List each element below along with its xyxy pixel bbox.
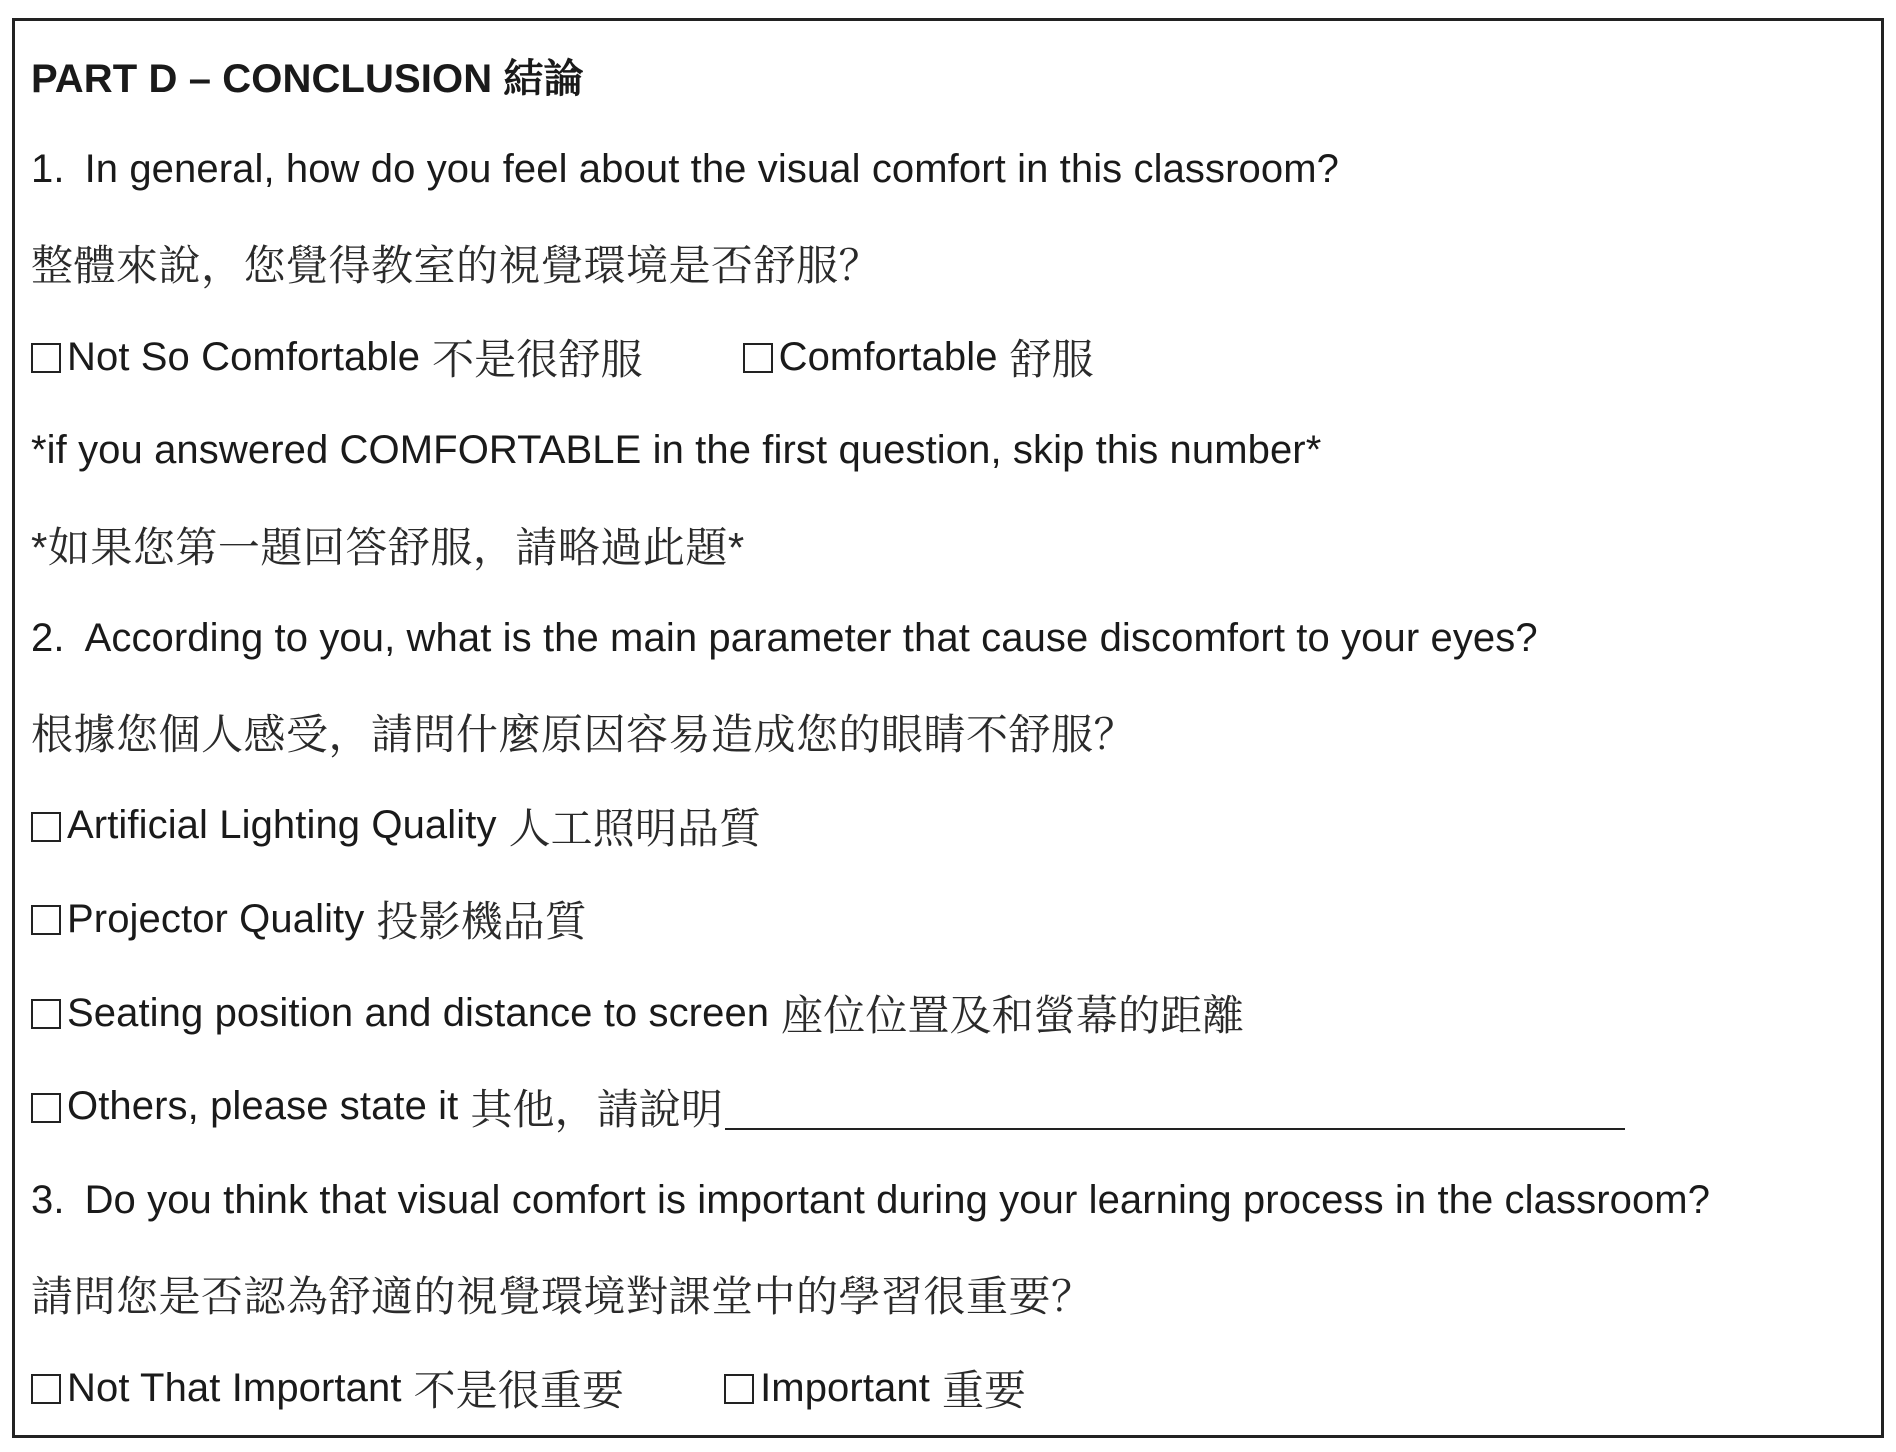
question-3-text-zh: 請問您是否認為舒適的視覺環境對課堂中的學習很重要？ — [31, 1273, 1094, 1321]
question-2-chinese — [31, 685, 1865, 779]
skip-note-chinese — [31, 498, 1865, 592]
option-label-zh: 座位位置及和螢幕的距離 — [781, 992, 1245, 1040]
section-heading-text: PART D – CONCLUSION 結論 — [31, 57, 584, 102]
others-answer-blank[interactable] — [725, 1084, 1625, 1130]
question-1-english — [31, 123, 1865, 217]
option-label: Seating position and distance to screen — [67, 990, 770, 1035]
checkbox-projector-quality[interactable] — [31, 905, 61, 935]
question-1-text-zh: 整體來說，您覺得教室的視覺環境是否舒服？ — [31, 242, 882, 290]
question-2-text-zh: 根據您個人感受，請問什麼原因容易造成您的眼睛不舒服？ — [31, 711, 1137, 758]
question-3-english — [31, 1154, 1865, 1248]
question-2-option-seating — [31, 966, 1865, 1060]
option-not-so-comfortable[interactable] — [31, 327, 643, 387]
option-label: Others, please state it — [67, 1084, 459, 1129]
questionnaire-box — [12, 18, 1884, 1438]
skip-note-text-zh: *如果您第一題回答舒服，請略過此題* — [31, 523, 745, 571]
option-others[interactable] — [31, 1077, 723, 1137]
option-label: Not That Important — [67, 1365, 402, 1410]
checkbox-seating-position[interactable] — [31, 999, 61, 1029]
question-1-text: In general, how do you feel about the visual comfort in this classroom? — [84, 147, 1340, 192]
question-3-chinese — [31, 1248, 1865, 1342]
option-comfortable[interactable] — [743, 327, 1094, 387]
checkbox-important[interactable] — [724, 1374, 754, 1404]
checkbox-artificial-lighting[interactable] — [31, 812, 61, 842]
question-2-text: According to you, what is the main parameter that cause discomfort to your eyes? — [84, 615, 1538, 660]
option-label-zh: 人工照明品質 — [508, 804, 762, 852]
option-label-zh: 重要 — [941, 1367, 1027, 1415]
question-1-options — [31, 310, 1865, 404]
option-label: Projector Quality — [67, 896, 365, 941]
checkbox-not-that-important[interactable] — [31, 1374, 61, 1404]
section-heading — [31, 29, 1865, 123]
option-label: Artificial Lighting Quality — [67, 803, 497, 848]
checkbox-others[interactable] — [31, 1093, 61, 1123]
question-3-number: 3. — [31, 1178, 65, 1223]
option-not-that-important[interactable] — [31, 1358, 624, 1418]
option-label: Important — [760, 1365, 930, 1410]
question-1-number: 1. — [31, 147, 65, 192]
option-label-zh: 不是很舒服 — [432, 336, 643, 384]
option-label: Not So Comfortable — [67, 334, 421, 379]
option-seating-position[interactable] — [31, 983, 1244, 1043]
option-important[interactable] — [724, 1358, 1026, 1418]
option-label-zh: 其他，請說明 — [470, 1085, 723, 1133]
question-2-english — [31, 591, 1865, 685]
option-label-zh: 投影機品質 — [376, 898, 587, 946]
option-label: Comfortable — [778, 334, 998, 379]
question-2-number: 2. — [31, 615, 65, 660]
skip-note-english — [31, 404, 1865, 498]
question-3-options — [31, 1341, 1865, 1435]
skip-note-text: *if you answered COMFORTABLE in the first question, skip this number* — [31, 428, 1322, 473]
option-label-zh: 舒服 — [1009, 336, 1094, 384]
option-label-zh: 不是很重要 — [413, 1367, 625, 1415]
checkbox-comfortable[interactable] — [743, 343, 773, 373]
question-1-chinese — [31, 216, 1865, 310]
checkbox-not-so-comfortable[interactable] — [31, 343, 61, 373]
question-2-option-lighting — [31, 779, 1865, 873]
question-2-option-others — [31, 1060, 1865, 1154]
question-3-text: Do you think that visual comfort is important during your learning process in the classroom? — [84, 1178, 1711, 1223]
question-2-option-projector — [31, 873, 1865, 967]
option-projector-quality[interactable] — [31, 889, 587, 949]
option-artificial-lighting[interactable] — [31, 796, 761, 856]
